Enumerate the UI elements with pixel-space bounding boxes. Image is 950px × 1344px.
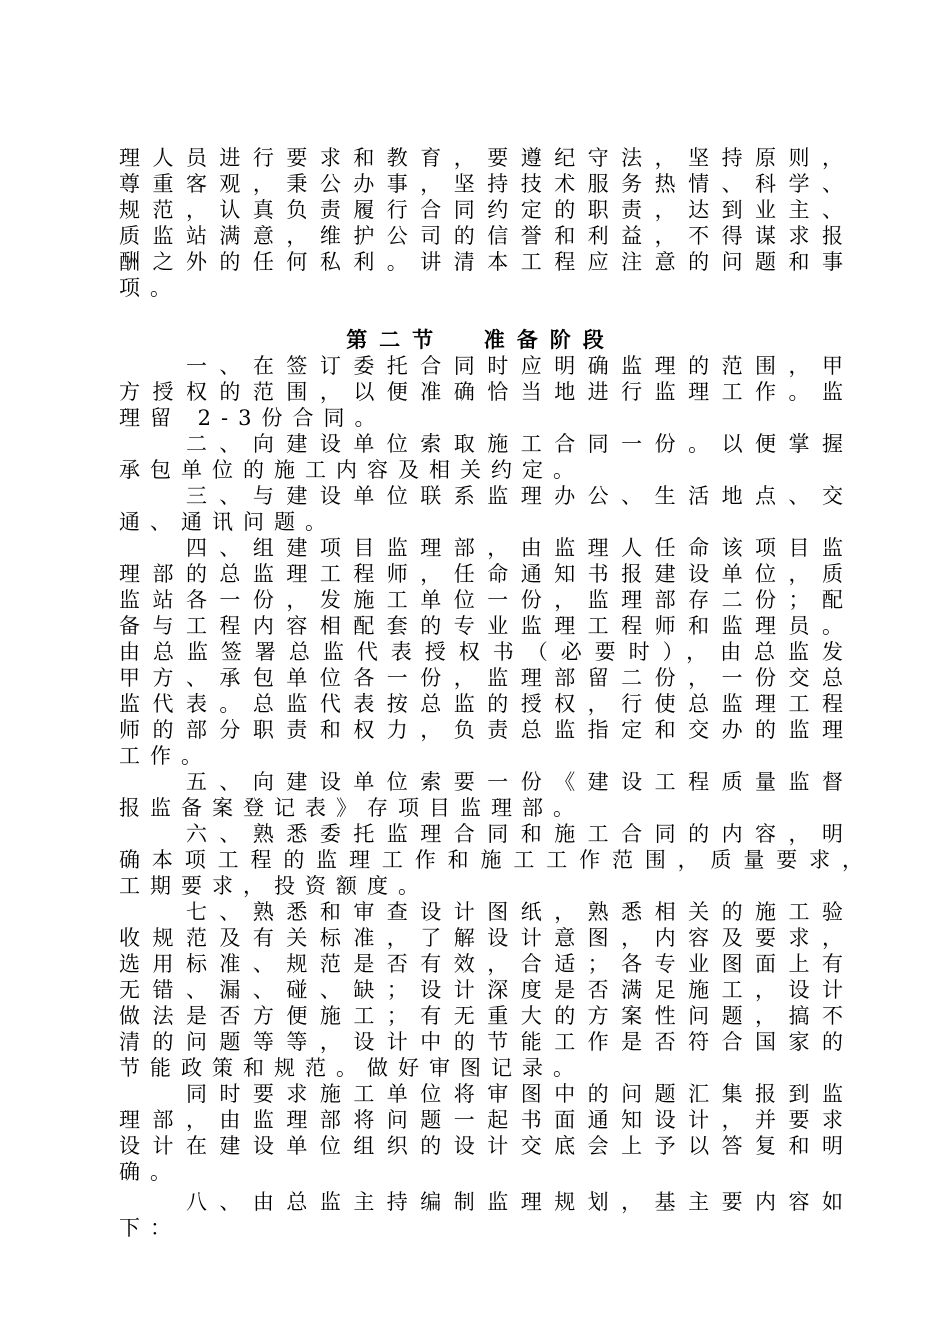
text-line: 清的问题等等，设计中的节能工作是否符合国家的 xyxy=(119,1030,843,1054)
text-line: 监站各一份，发施工单位一份，监理部存二份；配 xyxy=(119,588,843,612)
text-line: 工作。 xyxy=(119,744,212,768)
text-line: 收规范及有关标准，了解设计意图，内容及要求， xyxy=(119,926,843,950)
text-line: 节能政策和规范。做好审图记录。 xyxy=(119,1056,584,1080)
text-line: 理部的总监理工程师，任命通知书报建设单位，质 xyxy=(119,562,843,586)
text-line: 三、与建设单位联系监理办公、生活地点、交 xyxy=(119,484,843,508)
text-line: 备与工程内容相配套的专业监理工程师和监理员。 xyxy=(119,614,843,638)
text-line: 设计在建设单位组织的设计交底会上予以答复和明 xyxy=(119,1134,843,1158)
text-line: 无错、漏、碰、缺；设计深度是否满足施工，设计 xyxy=(119,978,843,1002)
text-line: 酬之外的任何私利。讲清本工程应注意的问题和事 xyxy=(119,250,843,274)
text-line: 七、熟悉和审查设计图纸，熟悉相关的施工验 xyxy=(119,900,843,924)
text-line: 报监备案登记表》存项目监理部。 xyxy=(119,796,584,820)
text-line: 通、通讯问题。 xyxy=(119,510,336,534)
text-line: 五、向建设单位索要一份《建设工程质量监督 xyxy=(119,770,843,794)
text-line: 监代表。总监代表按总监的授权，行使总监理工程 xyxy=(119,692,843,716)
text-line: 质监站满意，维护公司的信誉和利益，不得谋求报 xyxy=(119,224,843,248)
text-line: 理部，由监理部将问题一起书面通知设计，并要求 xyxy=(119,1108,843,1132)
text-line: 方授权的范围，以便准确恰当地进行监理工作。监 xyxy=(119,380,843,404)
section-heading: 第二节 准备阶段 xyxy=(346,327,616,352)
text-line: 承包单位的施工内容及相关约定。 xyxy=(119,458,584,482)
text-line: 尊重客观，秉公办事，坚持技术服务热情、科学、 xyxy=(119,172,843,196)
text-line: 理留 2-3份合同。 xyxy=(119,406,386,430)
text-line: 做法是否方便施工；有无重大的方案性问题，搞不 xyxy=(119,1004,843,1028)
text-line: 规范，认真负责履行合同约定的职责，达到业主、 xyxy=(119,198,843,222)
text-line: 项。 xyxy=(119,276,181,300)
text-line: 同时要求施工单位将审图中的问题汇集报到监 xyxy=(119,1082,843,1106)
text-line: 一、在签订委托合同时应明确监理的范围，甲 xyxy=(119,354,843,378)
text-line: 确。 xyxy=(119,1160,181,1184)
text-line: 理人员进行要求和教育，要遵纪守法，坚持原则， xyxy=(119,146,843,170)
text-line: 八、由总监主持编制监理规划，基主要内容如 xyxy=(119,1190,843,1214)
text-line: 下： xyxy=(119,1216,181,1240)
text-line: 确本项工程的监理工作和施工工作范围，质量要求， xyxy=(119,848,863,872)
text-line: 师的部分职责和权力，负责总监指定和交办的监理 xyxy=(119,718,843,742)
text-line: 选用标准、规范是否有效，合适；各专业图面上有 xyxy=(119,952,843,976)
text-line: 二、向建设单位索取施工合同一份。以便掌握 xyxy=(119,432,843,456)
text-line: 四、组建项目监理部，由监理人任命该项目监 xyxy=(119,536,843,560)
text-line: 工期要求，投资额度。 xyxy=(119,874,429,898)
text-line: 甲方、承包单位各一份，监理部留二份，一份交总 xyxy=(119,666,843,690)
text-line: 六、熟悉委托监理合同和施工合同的内容，明 xyxy=(119,822,843,846)
text-line: 由总监签署总监代表授权书（必要时），由总监发 xyxy=(119,640,843,664)
